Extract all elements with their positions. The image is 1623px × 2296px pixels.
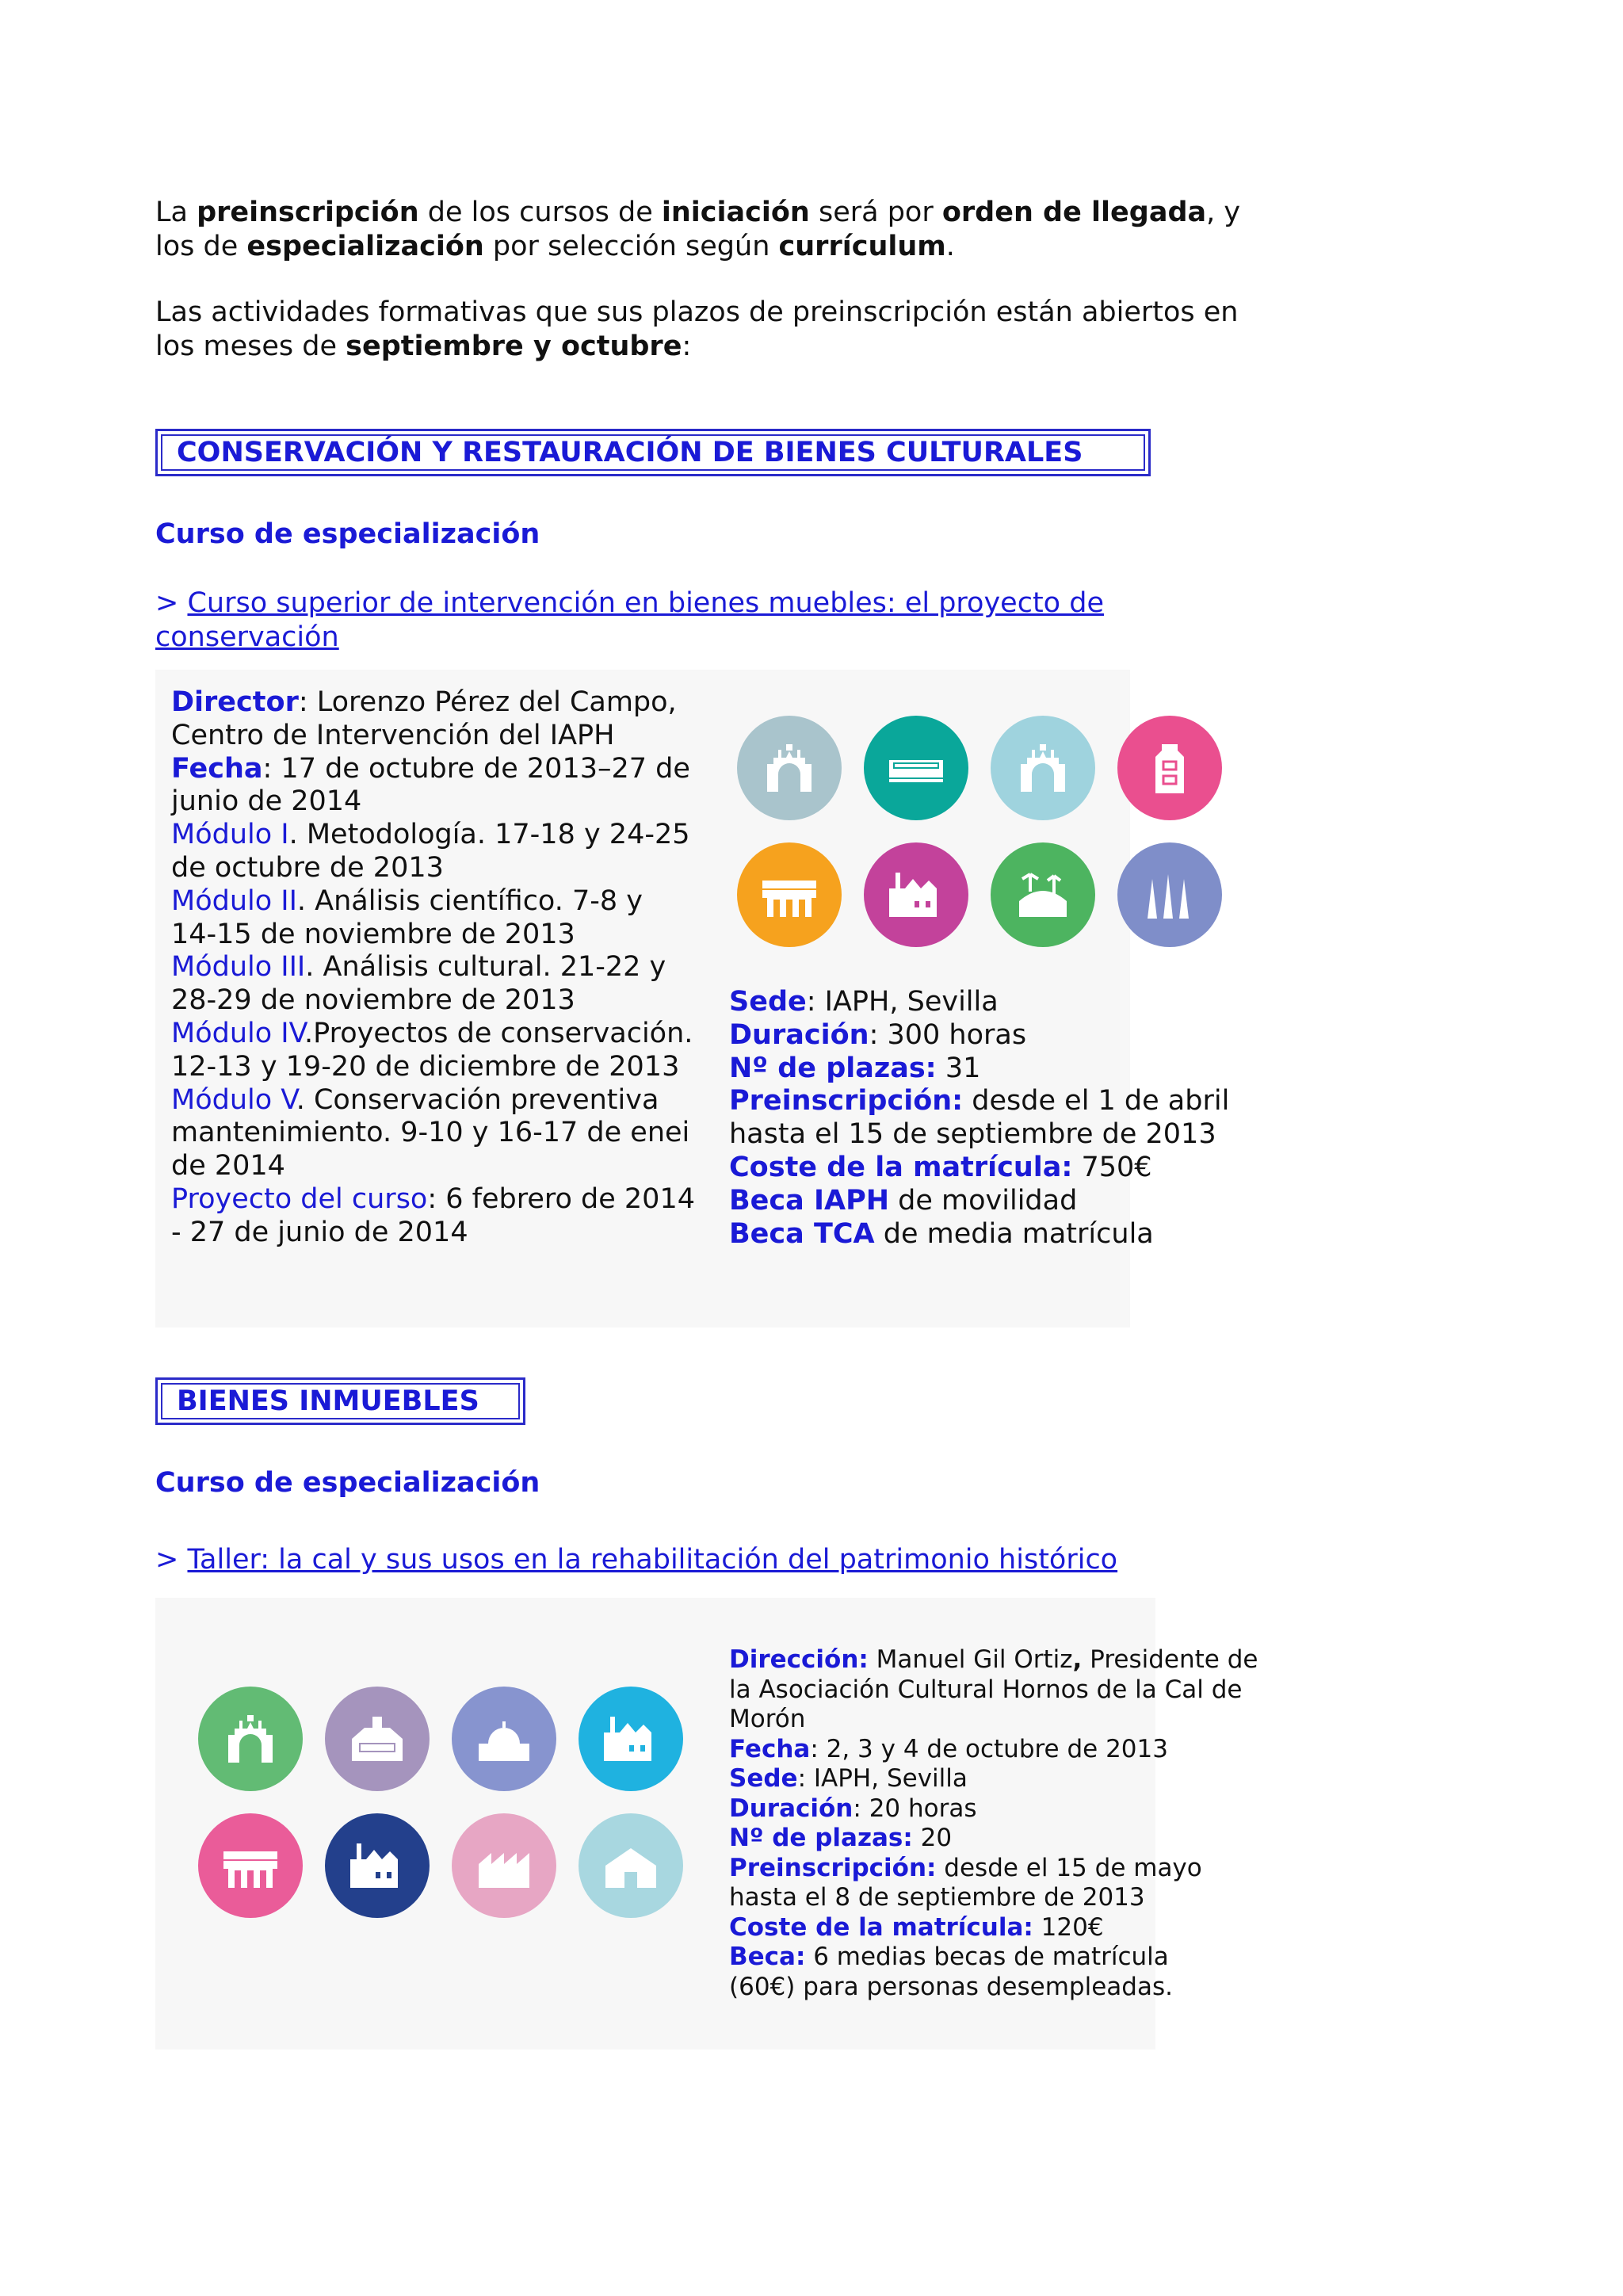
text: La [155,197,197,228]
text: preinscripción [197,197,419,228]
text: iniciación [661,197,810,228]
modulo-4-value: 12-13 y 19-20 de diciembre de 2013 [171,1050,680,1083]
direccion-label: Dirección: [729,1645,869,1674]
plazas-label: Nº de plazas: [729,1824,913,1852]
course1-icon-grid [737,709,1244,963]
duracion-label: Duración [729,1794,854,1823]
text: los meses de [155,330,346,362]
bridge-icon-glyph [215,1830,286,1901]
station-icon-glyph [342,1703,413,1775]
text: por selección según [483,231,779,262]
intro-paragraph-1 [155,196,1240,264]
sawtooth-factory-icon-glyph [468,1830,540,1901]
link-arrow: > [155,1544,179,1576]
factory-icon-glyph [880,859,952,930]
sede-value: : IAPH, Sevilla [797,1764,968,1793]
factory-icon-glyph [342,1830,413,1901]
fecha-value: : 17 de octubre de 2013–27 de [262,752,690,785]
palm-house-icon-glyph [1007,859,1079,930]
coste-value: 120€ [1033,1912,1104,1942]
factory-icon [579,1687,683,1791]
preinscripcion-label: Preinscripción: [729,1853,937,1882]
director-label: Director [171,686,299,718]
preinscripcion-value: desde el 15 de mayo [936,1853,1202,1882]
gate-icon-glyph [1007,732,1079,804]
modulo-2-value: 14-15 de noviembre de 2013 [171,918,575,950]
spires-icon [1117,842,1222,947]
domed-hall-icon [452,1687,556,1791]
text: Las actividades formativas que sus plazos de preinscripción están abiertos en [155,296,1239,328]
modulo-5-value: de 2014 [171,1150,285,1182]
text: , y [1206,197,1241,228]
fecha-value: : 2, 3 y 4 de octubre de 2013 [810,1734,1168,1763]
coste-value: 750€ [1072,1151,1152,1183]
course2-details-right [729,1645,1268,2002]
sede-label: Sede [729,1764,798,1793]
text: de los cursos de [418,197,662,228]
gate-icon [737,716,842,820]
barn-icon-glyph [595,1830,666,1901]
modulo-5-value: mantenimiento. 9-10 y 16-17 de enei [171,1117,690,1149]
text: : [682,330,692,362]
text: especialización [246,231,484,262]
spires-icon-glyph [1134,859,1205,930]
beca-value: 6 medias becas de matrícula [805,1943,1169,1971]
section-title: CONSERVACIÓN Y RESTAURACIÓN DE BIENES CULTURALES [177,437,1083,468]
barn-icon [579,1813,683,1918]
modulo-5-value: . Conservación preventiva [296,1083,659,1116]
course-type-label: Curso de especialización [155,1467,540,1499]
gate-icon [991,716,1095,820]
section-header-conservacion [155,429,1151,476]
modulo-1-label: Módulo I [171,819,289,851]
bridge-icon [737,842,842,947]
course-link-block [155,586,1104,655]
preinscripcion-value: hasta el 15 de septiembre de 2013 [729,1118,1216,1151]
plazas-label: Nº de plazas: [729,1052,937,1084]
modulo-1-value: de octubre de 2013 [171,851,444,884]
duracion-value: : 300 horas [869,1018,1027,1051]
proyecto-label: Proyecto del curso [171,1182,428,1215]
text: . [945,231,955,262]
modulo-5-label: Módulo V [171,1083,296,1116]
beca-label: Beca: [729,1943,806,1971]
course2-icon-grid [198,1680,705,1934]
section-title: BIENES INMUEBLES [177,1385,479,1417]
text: será por [809,197,942,228]
text: , [1072,1645,1083,1674]
course1-details-right [729,986,1268,1251]
director-value: Centro de Intervención del IAPH [171,719,615,751]
gate-icon-glyph [215,1703,286,1775]
modulo-3-label: Módulo III [171,951,306,984]
preinscripcion-value: hasta el 8 de septiembre de 2013 [729,1883,1145,1912]
text: currículum [778,231,946,262]
duracion-value: : 20 horas [853,1794,977,1823]
modulo-2-label: Módulo II [171,884,297,917]
fecha-label: Fecha [729,1734,811,1763]
train-icon-glyph [880,732,952,804]
palm-house-icon [991,842,1095,947]
sede-value: : IAPH, Sevilla [806,986,999,1018]
fecha-value: junio de 2014 [171,785,362,818]
domed-hall-icon-glyph [468,1703,540,1775]
coste-label: Coste de la matrícula: [729,1151,1073,1183]
course-type-label: Curso de especialización [155,518,540,550]
director-value: : Lorenzo Pérez del Campo, [298,686,677,718]
modulo-1-value: . Metodología. 17-18 y 24-25 [288,819,690,851]
beca-value: (60€) para personas desempleadas. [729,1972,1173,2001]
proyecto-value: - 27 de junio de 2014 [171,1216,468,1248]
modulo-4-label: Módulo IV [171,1017,305,1049]
beca-tca-value: de media matrícula [874,1217,1154,1250]
direccion-value: Presidente de [1082,1645,1258,1674]
station-icon [325,1687,430,1791]
train-icon [864,716,968,820]
factory-icon [864,842,968,947]
preinscripcion-label: Preinscripción: [729,1085,964,1117]
factory-icon [325,1813,430,1918]
plazas-value: 20 [912,1824,953,1852]
text: orden de llegada [941,197,1207,228]
fecha-label: Fecha [171,752,263,785]
coste-label: Coste de la matrícula: [729,1912,1033,1942]
modulo-2-value: . Análisis científico. 7-8 y [296,884,643,917]
modulo-3-value: 28-29 de noviembre de 2013 [171,984,575,1017]
beca-iaph-label: Beca IAPH [729,1184,890,1217]
text: los de [155,231,247,262]
course1-details-left [171,686,710,1250]
factory-icon-glyph [595,1703,666,1775]
preinscripcion-value: desde el 1 de abril [963,1085,1230,1117]
direccion-value: Manuel Gil Ortiz [868,1645,1073,1674]
intro-paragraph-2 [155,296,1238,364]
bridge-icon [198,1813,303,1918]
course-link[interactable]: Curso superior de intervención en bienes muebles: el proyecto de [187,587,1104,619]
tower-icon [1117,716,1222,820]
tower-icon-glyph [1134,732,1205,804]
beca-iaph-value: de movilidad [889,1184,1078,1217]
sawtooth-factory-icon [452,1813,556,1918]
section-header-inmuebles [155,1377,525,1425]
link-arrow: > [155,587,179,619]
plazas-value: 31 [936,1052,981,1084]
duracion-label: Duración [729,1018,869,1051]
text: septiembre y octubre [346,330,682,362]
sede-label: Sede [729,986,807,1018]
bridge-icon-glyph [754,859,825,930]
beca-tca-label: Beca TCA [729,1217,875,1250]
proyecto-value: : 6 febrero de 2014 [427,1182,695,1215]
direccion-value: la Asociación Cultural Hornos de la Cal de [729,1675,1243,1704]
modulo-3-value: . Análisis cultural. 21-22 y [305,951,666,984]
gate-icon [198,1687,303,1791]
course-link[interactable]: conservación [155,621,339,653]
gate-icon-glyph [754,732,825,804]
course-link[interactable]: Taller: la cal y sus usos en la rehabilitación del patrimonio histórico [187,1544,1118,1576]
direccion-value: Morón [729,1705,806,1733]
course-link-block [155,1543,1117,1577]
modulo-4-value: .Proyectos de conservación. [304,1017,693,1049]
